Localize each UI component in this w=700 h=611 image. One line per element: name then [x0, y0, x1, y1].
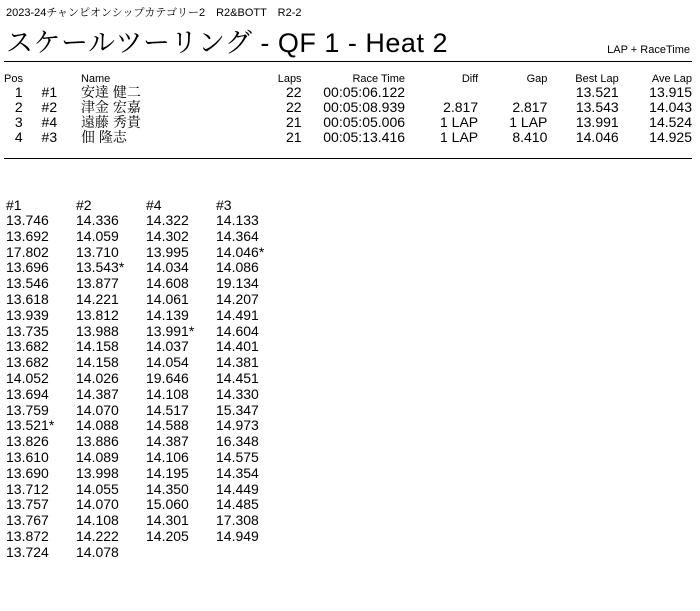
result-race-time: 00:05:05.006 — [323, 114, 406, 130]
lap-row — [6, 339, 286, 355]
result-car-number: #4 — [41, 114, 58, 130]
lap-row — [6, 229, 286, 245]
lap-time-cell: 14.387 — [76, 385, 119, 402]
lap-time-cell: 15.060 — [146, 496, 189, 513]
lap-time-cell: 13.682 — [6, 338, 49, 355]
lap-time-cell: 14.061 — [146, 290, 189, 307]
lap-time-cell: 13.682 — [6, 354, 49, 371]
lap-time-cell: 14.046* — [216, 243, 265, 260]
col-diff-header: Diff — [461, 72, 479, 85]
lap-row — [6, 434, 286, 450]
lap-row — [6, 324, 286, 340]
lap-row — [6, 371, 286, 387]
lap-row — [6, 213, 286, 229]
lap-row — [6, 497, 286, 513]
result-pos: 1 — [14, 84, 23, 100]
lap-times-table — [6, 198, 286, 561]
lap-time-cell: 14.949 — [216, 527, 259, 544]
lap-time-cell: 14.037 — [146, 338, 189, 355]
lap-time-cell: 13.767 — [6, 512, 49, 529]
lap-time-cell: 14.070 — [76, 496, 119, 513]
lap-time-cell: 17.308 — [216, 512, 259, 529]
lap-time-cell: 14.108 — [146, 385, 189, 402]
lap-time-cell: 13.690 — [6, 464, 49, 481]
lap-time-cell: 14.449 — [216, 480, 259, 497]
lap-time-cell: 14.401 — [216, 338, 259, 355]
lap-row — [6, 387, 286, 403]
result-car-number: #2 — [41, 99, 58, 115]
lap-time-cell: 14.588 — [146, 417, 189, 434]
lap-time-cell: 14.106 — [146, 448, 189, 465]
lap-time-cell: 13.712 — [6, 480, 49, 497]
result-best-lap: 14.046 — [575, 129, 619, 145]
lap-time-cell: 13.546 — [6, 275, 49, 292]
lap-time-cell: 13.710 — [76, 243, 119, 260]
lap-time-cell: 14.052 — [6, 369, 49, 386]
lap-time-cell: 13.735 — [6, 322, 49, 339]
lap-col-header: #4 — [146, 197, 162, 213]
col-name-header: Name — [80, 72, 111, 85]
results-table — [4, 72, 692, 145]
lap-time-cell: 13.757 — [6, 496, 49, 513]
result-ave-lap: 14.925 — [649, 129, 692, 145]
lap-time-cell: 13.543* — [76, 259, 125, 276]
lap-row — [6, 245, 286, 261]
lap-time-cell: 14.364 — [216, 227, 259, 244]
result-laps: 22 — [285, 84, 302, 100]
lap-time-cell: 14.302 — [146, 227, 189, 244]
result-driver-name: 津金 宏嘉 — [80, 99, 141, 115]
lap-time-cell: 13.988 — [76, 322, 119, 339]
result-laps: 21 — [285, 114, 302, 130]
lap-time-cell: 14.055 — [76, 480, 119, 497]
lap-row — [6, 308, 286, 324]
lap-time-cell: 14.301 — [146, 512, 189, 529]
lap-time-cell: 14.350 — [146, 480, 189, 497]
col-pos-header: Pos — [4, 72, 23, 85]
lap-time-cell: 13.618 — [6, 290, 49, 307]
lap-row — [6, 466, 286, 482]
result-gap: 2.817 — [512, 99, 548, 115]
lap-time-cell: 19.134 — [216, 275, 259, 292]
result-best-lap: 13.991 — [575, 114, 619, 130]
result-driver-name: 安達 健二 — [80, 84, 141, 100]
result-laps: 22 — [285, 99, 302, 115]
result-diff — [405, 85, 478, 100]
page-title: スケールツーリング - QF 1 - Heat 2 — [6, 28, 448, 58]
lap-time-cell: 15.347 — [216, 401, 259, 418]
result-best-lap: 13.521 — [575, 84, 619, 100]
result-ave-lap: 14.524 — [649, 114, 692, 130]
col-race-time-header: Race Time — [352, 72, 406, 85]
result-row — [4, 100, 692, 115]
lap-time-cell: 13.826 — [6, 433, 49, 450]
result-driver-name: 遠藤 秀貴 — [80, 114, 141, 130]
bottom-divider — [4, 158, 692, 159]
lap-time-cell: 14.222 — [76, 527, 119, 544]
lap-time-cell: 14.608 — [146, 275, 189, 292]
result-row — [4, 130, 692, 145]
lap-time-cell — [146, 545, 216, 561]
lap-time-cell: 14.207 — [216, 290, 259, 307]
lap-time-cell: 14.322 — [146, 212, 189, 228]
lap-row — [6, 545, 286, 561]
lap-row — [6, 418, 286, 434]
lap-time-cell: 13.995 — [146, 243, 189, 260]
lap-time-cell: 13.759 — [6, 401, 49, 418]
result-gap: 1 LAP — [509, 114, 548, 130]
lap-time-cell: 14.604 — [216, 322, 259, 339]
lap-time-cell: 14.078 — [76, 543, 119, 560]
lap-time-cell: 16.348 — [216, 433, 259, 450]
lap-time-cell: 14.973 — [216, 417, 259, 434]
col-best-lap-header: Best Lap — [575, 72, 619, 85]
result-race-time: 00:05:13.416 — [323, 129, 406, 145]
lap-time-cell: 14.195 — [146, 464, 189, 481]
col-gap-header: Gap — [526, 72, 548, 85]
lap-time-cell: 13.692 — [6, 227, 49, 244]
lap-time-cell: 13.877 — [76, 275, 119, 292]
result-best-lap: 13.543 — [575, 99, 619, 115]
lap-row — [6, 529, 286, 545]
lap-time-cell: 17.802 — [6, 243, 49, 260]
lap-time-cell: 14.387 — [146, 433, 189, 450]
lap-time-cell: 14.054 — [146, 354, 189, 371]
result-car-number: #1 — [41, 84, 58, 100]
lap-time-cell: 14.485 — [216, 496, 259, 513]
lap-time-cell: 14.330 — [216, 385, 259, 402]
lap-time-cell: 13.724 — [6, 543, 49, 560]
lap-time-cell: 13.812 — [76, 306, 119, 323]
lap-time-cell: 14.059 — [76, 227, 119, 244]
result-diff: 1 LAP — [440, 114, 479, 130]
lap-time-cell: 19.646 — [146, 369, 189, 386]
lap-row — [6, 292, 286, 308]
lap-time-cell: 14.108 — [76, 512, 119, 529]
lap-time-cell: 14.575 — [216, 448, 259, 465]
lap-time-cell: 13.694 — [6, 385, 49, 402]
result-diff: 2.817 — [443, 99, 479, 115]
lap-row — [6, 403, 286, 419]
lap-time-cell: 14.221 — [76, 290, 119, 307]
lap-time-cell: 14.381 — [216, 354, 259, 371]
lap-row — [6, 355, 286, 371]
result-ave-lap: 13.915 — [649, 84, 692, 100]
lap-row — [6, 482, 286, 498]
result-gap — [478, 85, 547, 100]
lap-time-cell: 14.070 — [76, 401, 119, 418]
lap-time-cell: 14.336 — [76, 212, 119, 228]
result-race-time: 00:05:06.122 — [323, 84, 406, 100]
col-ave-lap-header: Ave Lap — [651, 72, 692, 85]
result-car-number: #3 — [41, 129, 58, 145]
lap-time-cell: 13.886 — [76, 433, 119, 450]
lap-row — [6, 513, 286, 529]
lap-time-cell: 14.205 — [146, 527, 189, 544]
lap-col-header: #3 — [216, 197, 232, 213]
lap-row — [6, 260, 286, 276]
lap-time-cell: 14.517 — [146, 401, 189, 418]
lap-times-header-row — [6, 198, 286, 213]
series-name: 2023-24チャンピオンシップカテゴリー2 R2&BOTT R2-2 — [6, 7, 302, 19]
lap-row — [6, 276, 286, 292]
lap-col-header: #1 — [6, 197, 22, 213]
result-race-time: 00:05:08.939 — [323, 99, 406, 115]
lap-time-cell: 14.026 — [76, 369, 119, 386]
lap-time-cell: 13.998 — [76, 464, 119, 481]
lap-time-cell: 13.521* — [6, 417, 55, 434]
report-type-label: LAP + RaceTime — [607, 44, 690, 56]
lap-time-cell: 14.088 — [76, 417, 119, 434]
result-ave-lap: 14.043 — [649, 99, 692, 115]
lap-row — [6, 450, 286, 466]
lap-time-cell: 14.086 — [216, 259, 259, 276]
result-laps: 21 — [285, 129, 302, 145]
top-divider — [4, 61, 692, 62]
lap-col-header: #2 — [76, 197, 92, 213]
lap-time-cell: 14.158 — [76, 354, 119, 371]
lap-time-cell: 13.939 — [6, 306, 49, 323]
result-diff: 1 LAP — [440, 129, 479, 145]
lap-time-cell: 13.696 — [6, 259, 49, 276]
lap-time-cell: 14.354 — [216, 464, 259, 481]
lap-time-cell: 13.746 — [6, 212, 49, 228]
lap-time-cell: 13.991* — [146, 322, 195, 339]
result-pos: 3 — [14, 114, 23, 130]
lap-time-cell: 14.451 — [216, 369, 259, 386]
lap-time-cell: 14.034 — [146, 259, 189, 276]
result-row — [4, 115, 692, 130]
result-pos: 4 — [14, 129, 23, 145]
lap-time-cell — [216, 545, 286, 561]
lap-time-cell: 14.089 — [76, 448, 119, 465]
lap-time-cell: 14.491 — [216, 306, 259, 323]
lap-time-cell: 13.610 — [6, 448, 49, 465]
result-pos: 2 — [14, 99, 23, 115]
col-laps-header: Laps — [277, 72, 302, 85]
result-row — [4, 85, 692, 100]
lap-time-cell: 14.133 — [216, 212, 259, 228]
result-driver-name: 佃 隆志 — [80, 129, 127, 145]
lap-time-cell: 14.139 — [146, 306, 189, 323]
result-gap: 8.410 — [512, 129, 548, 145]
lap-time-cell: 14.158 — [76, 338, 119, 355]
lap-time-cell: 13.872 — [6, 527, 49, 544]
